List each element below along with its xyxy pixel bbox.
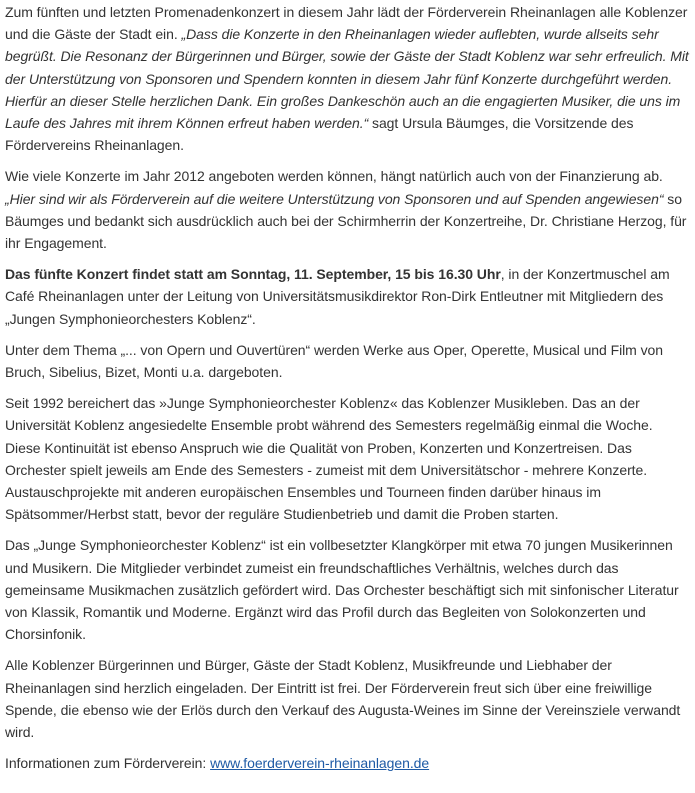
- paragraph-orchestra-profile: Das „Junge Symphonieorchester Koblenz“ ist ein vollbesetzter Klangkörper mit etwa 70 jungen Musikerinnen und Musikern. Die Mitglieder verbindet zumeist ein freundschaftliches Verhältnis, welches durch das gemeinsame Musikmachen zusätzlich gefördert wird. Das Orchester beschäftigt sich mit sinfonischer Literatur von Klassik, Romantik und Moderne. Ergänzt wird das Profil durch das Begleiten von Solokonzerten und Chorsinfonik.: [5, 537, 679, 643]
- financing-attribution: so Bäumges und bedankt sich ausdrücklich auch bei der Schirmherrin der Konzertreihe, Dr. Christiane Herzog, für ihr Engagement.: [5, 190, 687, 252]
- article-body: [0, 1, 690, 775]
- foerderverein-website-link[interactable]: www.foerderverein-rheinanlagen.de: [210, 755, 430, 772]
- info-label: Informationen zum Förderverein:: [5, 755, 211, 772]
- financing-text: Wie viele Konzerte im Jahr 2012 angeboten werden können, hängt natürlich auch von der Finanzierung ab.: [5, 168, 663, 185]
- paragraph-invitation: Alle Koblenzer Bürgerinnen und Bürger, Gäste der Stadt Koblenz, Musikfreunde und Liebhaber der Rheinanlagen sind herzlich eingeladen. Der Eintritt ist frei. Der Förderverein freut sich über eine freiwillige Spende, die ebenso wie der Erlös durch den Verkauf des Augusta-Weines im Sinne der Vereinsziele verwandt wird.: [5, 657, 681, 741]
- paragraph-orchestra-history: Seit 1992 bereichert das »Junge Symphonieorchester Koblenz« das Koblenzer Musikleben. Das an der Universität Koblenz angesiedelte Ensemble probt während des Semesters regelmäßig einmal die Woche. Diese Kontinuität ist ebenso Anspruch wie die Qualität von Proben, Konzerten und Konzertreisen. Das Orchester spielt jeweils am Ende des Semesters - zumeist mit dem Universitätschor - mehrere Konzerte. Austauschprojekte mit anderen europäischen Ensembles und Tourneen finden darüber hinaus im Spätsommer/Herbst statt, bevor der reguläre Studienbetrieb und damit die Proben starten.: [5, 395, 653, 523]
- intro-attribution: sagt Ursula Bäumges, die Vorsitzende des Fördervereins Rheinanlagen.: [5, 115, 634, 154]
- concert-date-details: , in der Konzertmuschel am Café Rheinanlagen unter der Leitung von Universitätsmusikdirektor Ron-Dirk Entleutner mit Mitgliedern des „Jungen Symphonieorchesters Koblenz“.: [5, 266, 670, 327]
- paragraph-info: [5, 752, 690, 774]
- paragraph-intro: [5, 1, 690, 156]
- paragraph-program: Unter dem Thema „... von Opern und Ouvertüren“ werden Werke aus Oper, Operette, Musical und Film von Bruch, Sibelius, Bizet, Monti u.a. dargeboten.: [5, 341, 664, 381]
- intro-quote: „Dass die Konzerte in den Rheinanlagen wieder auflebten, wurde allseits sehr begrüßt. Die Resonanz der Bürgerinnen und Bürger, sowie der Gäste der Stadt Koblenz war sehr erfreulich. Mit der Unterstützung von Sponsoren und Spendern konnten in diesem Jahr fünf Konzerte durchgeführt werden. Hierfür an dieser Stelle herzlichen Dank. Ein großes Dankeschön auch an die engagierten Musiker, die uns im Laufe des Jahres mit ihrem Können erfreut haben werden.“: [5, 26, 689, 132]
- concert-date-highlight: Das fünfte Konzert findet statt am Sonntag, 11. September, 15 bis 16.30 Uhr: [5, 266, 501, 283]
- paragraph-financing: [5, 165, 690, 254]
- financing-quote: „Hier sind wir als Förderverein auf die weitere Unterstützung von Sponsoren und auf Spenden angewiesen“: [5, 190, 664, 207]
- paragraph-concert-date: [5, 263, 690, 330]
- intro-text: Zum fünften und letzten Promenadenkonzert in diesem Jahr lädt der Förderverein Rheinanlagen alle Koblenzer und die Gäste der Stadt ein.: [5, 4, 688, 43]
